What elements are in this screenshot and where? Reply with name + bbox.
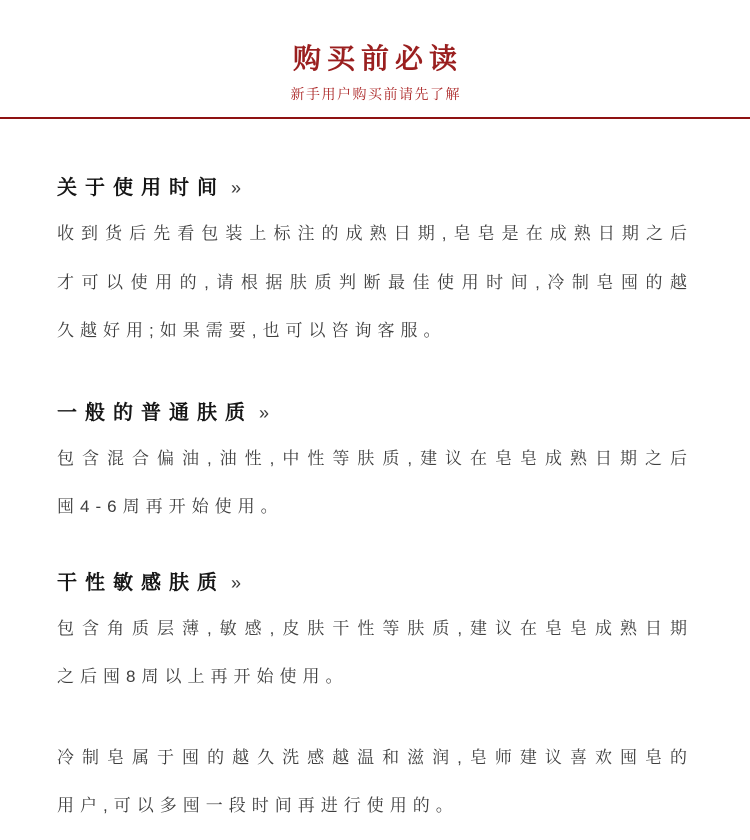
section-heading-text: 一般的普通肤质 bbox=[57, 401, 253, 424]
section-heading-text: 干性敏感肤质 bbox=[57, 571, 225, 594]
chevron-right-icon: » bbox=[231, 178, 242, 198]
section-dry-sensitive-skin bbox=[57, 571, 693, 702]
section-heading bbox=[57, 401, 693, 425]
paragraph-line: 久越好用;如果需要,也可以咨询客服。 bbox=[57, 321, 447, 340]
page-subtitle: 新手用户购买前请先了解 bbox=[290, 86, 461, 102]
paragraph-line: 包含混合偏油,油性,中性等肤质,建议在皂皂成熟日期之后 bbox=[57, 448, 693, 468]
paragraph bbox=[57, 210, 693, 356]
paragraph-line: 收到货后先看包装上标注的成熟日期,皂皂是在成熟日期之后 bbox=[57, 224, 693, 243]
section-heading-text: 关于使用时间 bbox=[57, 177, 225, 199]
section-usage-time bbox=[57, 176, 693, 356]
content-area bbox=[0, 176, 750, 831]
footer-note bbox=[57, 734, 693, 831]
paragraph bbox=[57, 605, 693, 702]
paragraph-line: 才可以使用的,请根据肤质判断最佳使用时间,冷制皂囤的越 bbox=[57, 272, 693, 292]
paragraph-line: 之后囤8周以上再开始使用。 bbox=[57, 667, 349, 686]
section-heading bbox=[57, 571, 693, 595]
paragraph-line: 囤4-6周再开始使用。 bbox=[57, 497, 284, 516]
page-title: 购买前必读 bbox=[292, 43, 463, 74]
section-normal-skin bbox=[57, 401, 693, 532]
chevron-right-icon: » bbox=[231, 572, 242, 593]
paragraph-line: 包含角质层薄,敏感,皮肤干性等肤质,建议在皂皂成熟日期 bbox=[57, 618, 693, 638]
paragraph-line: 冷制皂属于囤的越久洗感越温和滋润,皂师建议喜欢囤皂的 bbox=[57, 747, 693, 767]
paragraph bbox=[57, 435, 693, 532]
chevron-right-icon: » bbox=[259, 402, 270, 423]
paragraph-line: 用户,可以多囤一段时间再进行使用的。 bbox=[57, 796, 459, 815]
page-header bbox=[0, 0, 750, 103]
section-heading bbox=[57, 176, 693, 200]
divider bbox=[0, 117, 750, 119]
